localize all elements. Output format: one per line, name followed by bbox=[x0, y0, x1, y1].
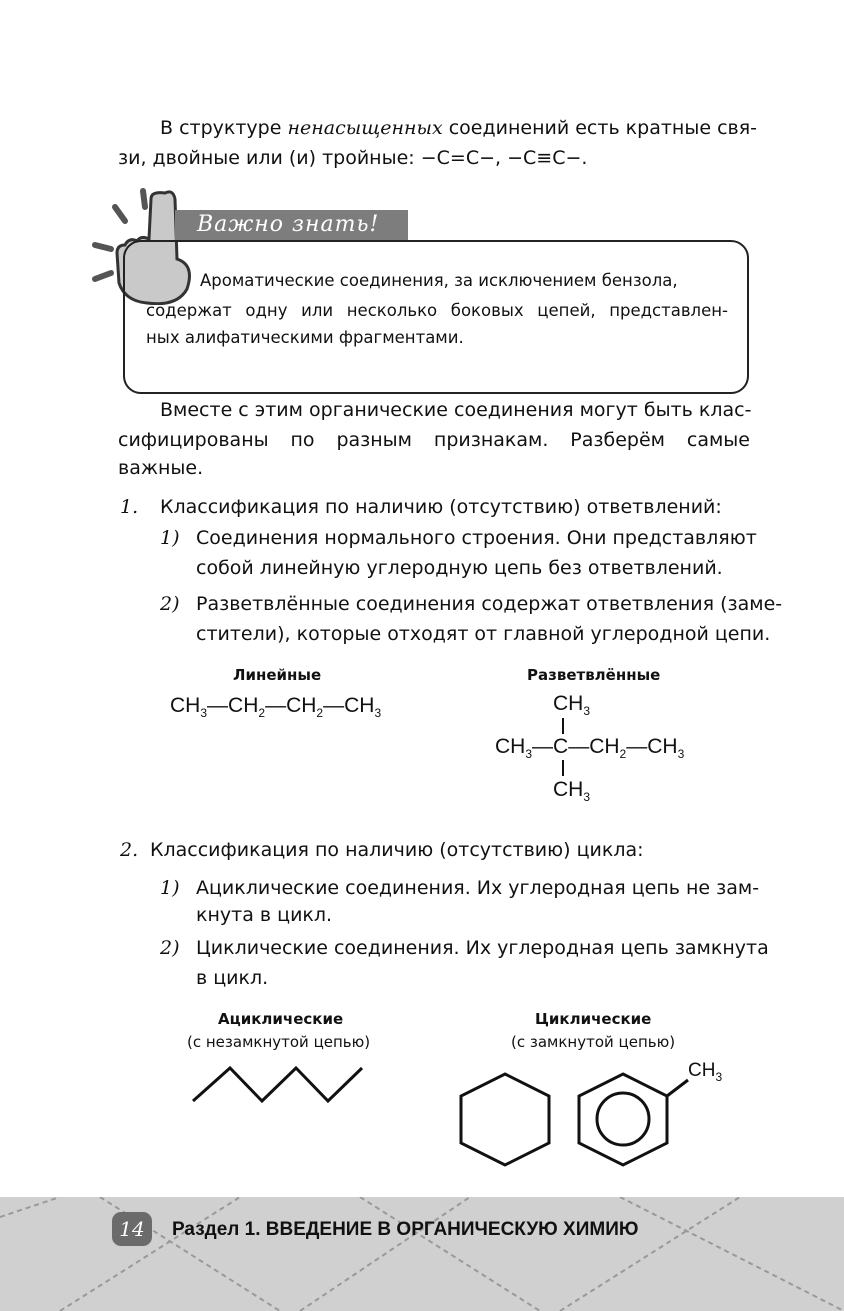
emphasis: ненасыщенных bbox=[287, 117, 443, 139]
branched-bottom bbox=[553, 778, 590, 804]
sub: 3 bbox=[715, 1070, 723, 1084]
cyclohexane-ring bbox=[461, 1074, 549, 1165]
sub: 3 bbox=[200, 706, 208, 720]
bond bbox=[562, 760, 564, 776]
ch: CH bbox=[688, 1060, 716, 1081]
page-number: 14 bbox=[112, 1212, 152, 1246]
ch: CH bbox=[553, 778, 584, 801]
sub: 3 bbox=[525, 747, 533, 761]
list1-title: Классификация по наличию (отсутствию) ответвлений: bbox=[160, 496, 722, 518]
ch: CH bbox=[647, 735, 678, 758]
important-line: ных алифатическими фрагментами. bbox=[146, 328, 464, 347]
ch: CH bbox=[553, 692, 584, 715]
list1-item2-line: стители), которые отходят от главной углеродной цепи. bbox=[196, 623, 771, 645]
ch: CH bbox=[344, 694, 375, 717]
bond bbox=[562, 718, 564, 734]
branched-main: $CH_3—C—CH_2—CH_3$ bbox=[495, 735, 685, 761]
list1-item1-line: собой линейную углеродную цепь без ответвлений. bbox=[196, 557, 723, 579]
ch: CH bbox=[170, 694, 201, 717]
para1-line2: зи, двойные или (и) тройные: −C=C−, −C≡C−. bbox=[118, 147, 588, 169]
linear-label: Линейные bbox=[233, 666, 322, 684]
acyclic-label: Ациклические bbox=[218, 1010, 344, 1028]
cyclic-label: Циклические bbox=[535, 1010, 652, 1028]
list1-item1-line: Соединения нормального строения. Они представляют bbox=[196, 527, 757, 549]
sub: 3 bbox=[583, 704, 591, 718]
list1-number: 1. bbox=[120, 496, 139, 518]
list1-item2-line: Разветвлённые соединения содержат ответвления (заме- bbox=[196, 593, 783, 615]
benzene-ring bbox=[579, 1074, 667, 1165]
linear-formula: $CH_3—CH_2—CH_2—CH_3$ bbox=[170, 694, 382, 720]
important-line: содержат одну или несколько боковых цепей, представлен- bbox=[146, 301, 728, 320]
c: C bbox=[553, 735, 569, 758]
para2-line: Вместе с этим органические соединения могут быть клас- bbox=[160, 399, 752, 421]
para2-line: важные. bbox=[118, 457, 204, 479]
sub: 3 bbox=[677, 747, 685, 761]
important-line: Ароматические соединения, за исключением бензола, bbox=[200, 271, 678, 290]
cyclic-sublabel: (с замкнутой цепью) bbox=[511, 1033, 676, 1051]
list2-item1-line: кнута в цикл. bbox=[196, 904, 333, 926]
acyclic-sublabel: (с незамкнутой цепью) bbox=[187, 1033, 371, 1051]
sub: 2 bbox=[619, 747, 627, 761]
branched-label: Разветвлённые bbox=[527, 666, 661, 684]
sub: 2 bbox=[316, 706, 324, 720]
para2-line: сифицированы по разным признакам. Разберём самые bbox=[118, 429, 750, 451]
list1-item2-number: 2) bbox=[160, 593, 180, 615]
list2-number: 2. bbox=[120, 839, 139, 861]
important-heading: Важно знать! bbox=[175, 210, 408, 240]
branched-top bbox=[553, 692, 590, 718]
section-title: Раздел 1. ВВЕДЕНИЕ В ОРГАНИЧЕСКУЮ ХИМИЮ bbox=[172, 1219, 639, 1240]
list2-item2-number: 2) bbox=[160, 937, 180, 959]
sub: 3 bbox=[374, 706, 382, 720]
list1-item1-number: 1) bbox=[160, 527, 180, 549]
list2-item2-line: Циклические соединения. Их углеродная цепь замкнута bbox=[196, 937, 769, 959]
sub: 2 bbox=[258, 706, 266, 720]
methyl-bond bbox=[667, 1080, 688, 1096]
aromatic-circle bbox=[597, 1093, 649, 1145]
ch: CH bbox=[228, 694, 259, 717]
ch: CH bbox=[589, 735, 620, 758]
list2-item1-number: 1) bbox=[160, 877, 180, 899]
list2-item2-line: в цикл. bbox=[196, 967, 269, 989]
ch: CH bbox=[495, 735, 526, 758]
zigzag-chain bbox=[193, 1068, 362, 1101]
text: В структуре bbox=[160, 117, 288, 139]
list2-item1-line: Ациклические соединения. Их углеродная цепь не зам- bbox=[196, 877, 760, 899]
sub: 3 bbox=[583, 790, 591, 804]
ch: CH bbox=[286, 694, 317, 717]
methyl-group bbox=[688, 1060, 722, 1084]
list2-title: Классификация по наличию (отсутствию) цикла: bbox=[150, 839, 644, 861]
text: соединений есть кратные свя- bbox=[442, 117, 758, 139]
para1-line1 bbox=[160, 113, 757, 143]
